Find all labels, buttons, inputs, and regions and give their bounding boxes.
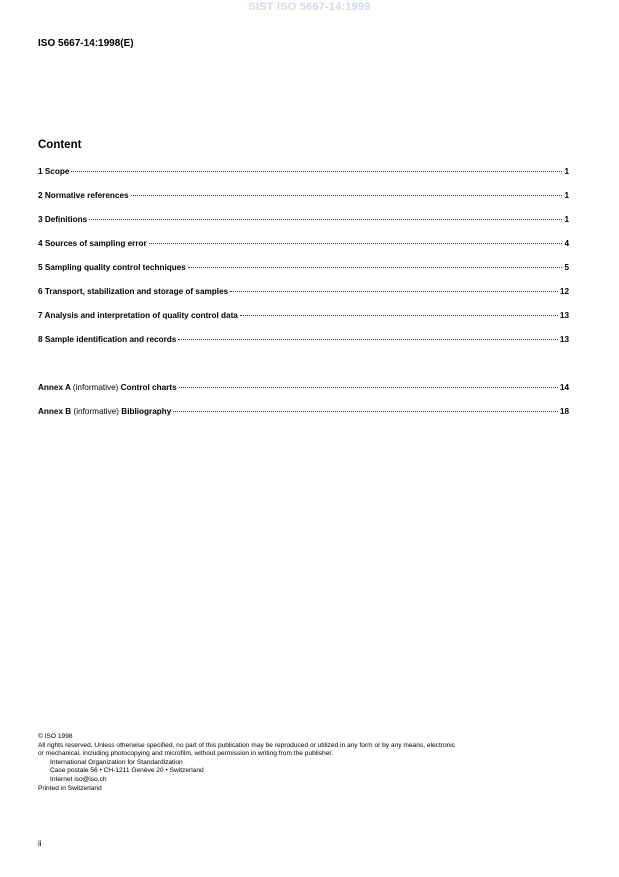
toc-entry[interactable] [38,190,569,214]
toc-leader-dots [240,315,558,316]
copyright-internet: Internet iso@iso.ch [50,775,107,783]
copyright-printed: Printed in Switzerland [38,784,102,792]
toc-leader-dots [188,267,563,268]
document-id: ISO 5667-14:1998(E) [38,38,134,49]
annex-entry[interactable] [38,382,569,406]
toc-entry[interactable] [38,286,569,310]
toc-entry-label: 3 Definitions [38,215,88,224]
toc-leader-dots [230,291,558,292]
toc-entry-page: 1 [564,215,569,224]
toc-leader-dots [131,195,563,196]
page-number: ii [38,839,42,848]
toc-entry-page: 13 [559,311,569,320]
toc-entry[interactable] [38,166,569,190]
annex-entry-label [38,406,171,418]
annex-entry-page: 14 [559,383,569,392]
toc-entry-label: 6 Transport, stabilization and storage of samples [38,287,229,296]
toc-entry-page: 13 [559,335,569,344]
toc-entry-page: 1 [564,167,569,176]
toc-entry-label: 7 Analysis and interpretation of quality control data [38,311,238,320]
copyright-rights: All rights reserved. Unless otherwise specified, no part of this publication may be reproduced or utilized in any form or by any means, electronic [38,741,456,749]
toc-entry-label: 8 Sample identification and records [38,335,177,344]
toc-entry[interactable] [38,334,569,358]
annex-title: Bibliography [121,407,172,416]
content-heading: Content [38,139,82,151]
toc-entry[interactable] [38,238,569,262]
annex-entry[interactable] [38,406,569,430]
toc-entry-page: 5 [564,263,569,272]
copyright-rights-cont: or mechanical, including photocopying and microfilm, without permission in writing from the publisher. [38,750,334,758]
toc-leader-dots [71,171,562,172]
table-of-contents [38,166,569,358]
annex-id: Annex A [38,383,71,392]
annex-entry-label [38,382,177,394]
toc-entry-label: 2 Normative references [38,191,129,200]
annex-id: Annex B [38,407,72,416]
watermark: SIST ISO 5667-14:1999 [248,1,371,13]
toc-entry[interactable] [38,310,569,334]
toc-entry[interactable] [38,262,569,286]
toc-entry-page: 4 [564,239,569,248]
toc-entry-page: 1 [564,191,569,200]
annex-type: (informative) [73,407,119,416]
copyright-year: © ISO 1998 [38,733,73,740]
toc-entry-label: 1 Scope [38,167,70,176]
annex-type: (informative) [72,383,119,392]
copyright-notice [38,733,578,793]
annex-entry-page: 18 [559,407,569,416]
copyright-address: Case postale 56 • CH-1211 Genève 20 • Switzerland [50,767,204,775]
toc-entry-label: 5 Sampling quality control techniques [38,263,186,272]
annex-list [38,382,569,430]
toc-leader-dots [178,339,558,340]
toc-entry-page: 12 [559,287,569,296]
toc-entry-label: 4 Sources of sampling error [38,239,147,248]
toc-leader-dots [173,411,558,412]
toc-entry[interactable] [38,214,569,238]
annex-title: Control charts [120,383,177,392]
toc-leader-dots [179,387,558,388]
toc-leader-dots [89,219,562,220]
toc-leader-dots [149,243,563,244]
copyright-org: International Organization for Standardization [50,758,183,766]
